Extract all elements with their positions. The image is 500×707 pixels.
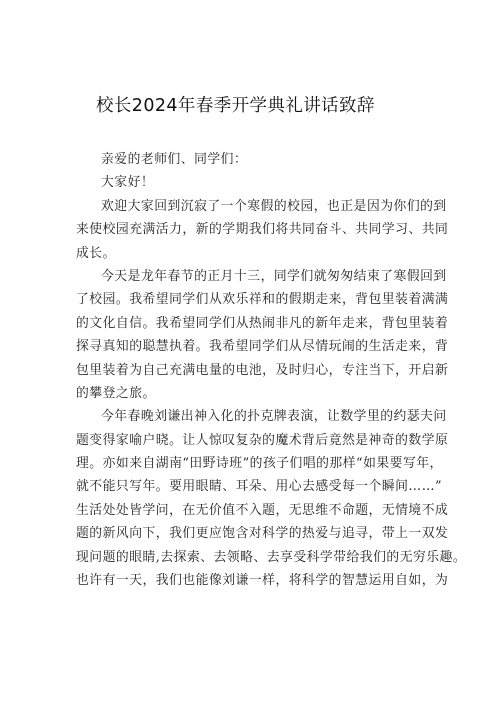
text-line: 大家好！ <box>101 175 155 191</box>
text-line: 今天是龙年春节的正月十三，同学们就匆匆结束了寒假回到 <box>101 268 447 284</box>
text-line: 包里装着为自己充满电量的电池，及时归心，专注当下，开启新 <box>76 362 449 378</box>
text-line: 来使校园充满活力，新的学期我们将共同奋斗、共同学习、共同 <box>76 222 449 238</box>
text-line: 的攀登之旅。 <box>76 385 156 401</box>
document-body <box>76 148 467 592</box>
text-line: 生活处处皆学问，在无价值不入题，无思维不命题，无情境不成 <box>76 502 449 518</box>
text-line: 成长。 <box>76 245 116 261</box>
text-line: 今年春晚刘谦出神入化的扑克牌表演，让数学里的约瑟夫问 <box>101 409 447 425</box>
text-line: 现问题的眼睛,去探索、去领略、去享受科学带给我们的无穷乐趣。 <box>76 549 467 565</box>
text-line: 的文化自信。我希望同学们从热闹非凡的新年走来，背包里装着 <box>76 315 449 331</box>
document-title: 校长2024年春季开学典礼讲话致辞 <box>96 96 375 116</box>
text-line: 亲爱的老师们、同学们： <box>101 152 248 167</box>
text-line: 了校园。我希望同学们从欢乐祥和的假期走来，背包里装着满满 <box>76 292 449 308</box>
text-line: 也许有一天，我们也能像刘谦一样，将科学的智慧运用自如，为 <box>76 573 449 589</box>
text-line: 理。亦如来自湖南“田野诗班”的孩子们唱的那样“如果要写年， <box>76 456 443 472</box>
text-line: 就不能只写年。要用眼睛、耳朵、用心去感受每一个瞬间……” <box>76 479 443 495</box>
text-line: 欢迎大家回到沉寂了一个寒假的校园，也正是因为你们的到 <box>101 198 447 214</box>
text-line: 题的新风向下，我们更应饱含对科学的热爱与追寻，带上一双发 <box>76 526 449 542</box>
text-line: 探寻真知的聪慧执着。我希望同学们从尽情玩闹的生活走来，背 <box>76 339 449 355</box>
text-line: 题变得家喻户晓。让人惊叹复杂的魔术背后竟然是神奇的数学原 <box>76 432 449 448</box>
